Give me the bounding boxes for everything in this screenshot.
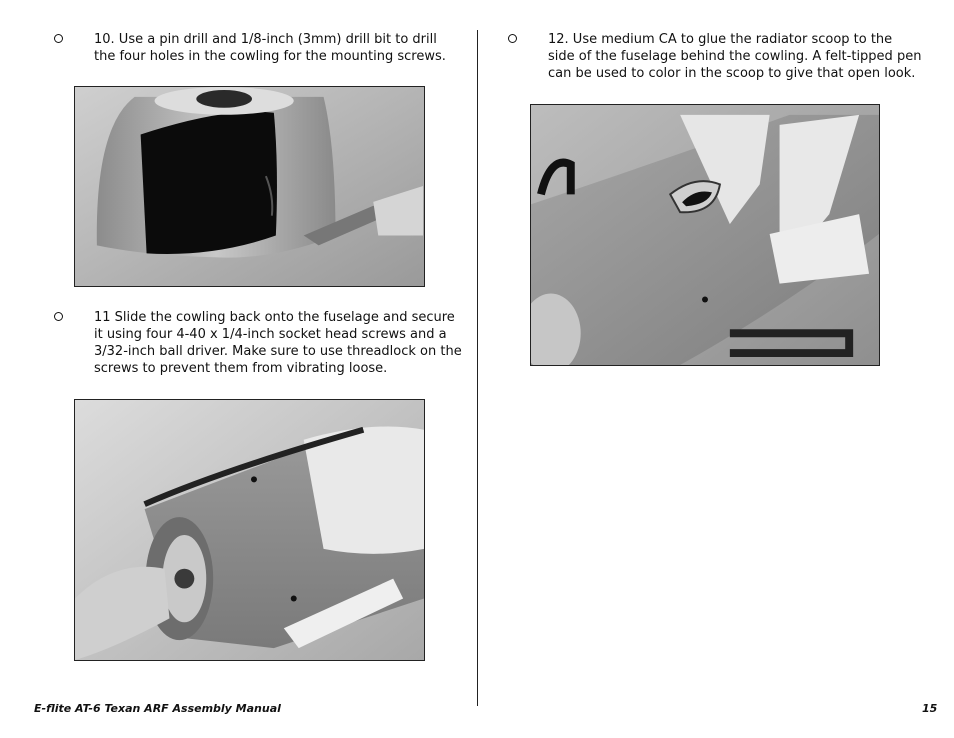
footer-manual-title: E-flite AT-6 Texan ARF Assembly Manual bbox=[34, 702, 281, 715]
step-11-line-1: 11 Slide the cowling back onto the fuselage and secure bbox=[94, 310, 455, 325]
step-10-line-1: 10. Use a pin drill and 1/8-inch (3mm) drill bit to drill bbox=[94, 32, 437, 47]
cowling-mounted-photo bbox=[74, 399, 425, 661]
footer-page-number: 15 bbox=[922, 702, 938, 715]
checkbox-bullet-icon bbox=[508, 34, 517, 43]
step-11-line-2: it using four 4-40 x 1/4-inch socket head screws and a bbox=[94, 327, 447, 342]
step-11-text bbox=[94, 309, 462, 377]
step-12-line-1: 12. Use medium CA to glue the radiator scoop to the bbox=[548, 32, 893, 47]
step-12-line-3: can be used to color in the scoop to give that open look. bbox=[548, 66, 916, 81]
checkbox-bullet-icon bbox=[54, 312, 63, 321]
step-10-line-2: the four holes in the cowling for the mounting screws. bbox=[94, 49, 446, 64]
step-10-text bbox=[94, 31, 446, 65]
step-12-text bbox=[548, 31, 921, 82]
step-11-line-4: screws to prevent them from vibrating loose. bbox=[94, 361, 388, 376]
step-12-line-2: side of the fuselage behind the cowling. A felt-tipped pen bbox=[548, 49, 922, 64]
radiator-scoop-photo bbox=[530, 104, 880, 366]
cowling-drilling-photo bbox=[74, 86, 425, 287]
checkbox-bullet-icon bbox=[54, 34, 63, 43]
step-11-line-3: 3/32-inch ball driver. Make sure to use threadlock on the bbox=[94, 344, 462, 359]
column-divider bbox=[477, 30, 478, 706]
